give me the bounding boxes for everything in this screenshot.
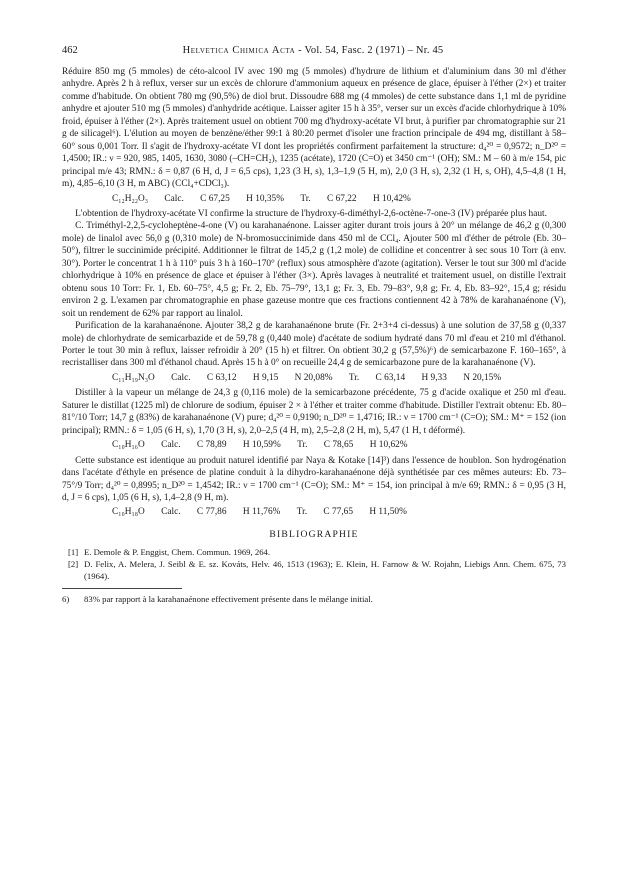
elemental-analysis-1 [62,193,566,205]
analysis-found-value: C 77,65 [323,507,353,518]
analysis-calc-label: Calc. [164,193,184,204]
reference-number: [2] [68,558,79,569]
reference-text: E. Demole & P. Enggist, Chem. Commun. 1969, 264. [84,547,271,558]
analysis-calc-label: Calc. [161,440,181,451]
analysis-calc-value: N 20,08% [294,372,333,383]
elemental-analysis-4 [62,506,566,518]
reference-list [62,547,566,582]
analysis-found-value: C 78,65 [323,440,354,451]
analysis-calc-value: H 10,35% [246,193,284,204]
analysis-found-label: Tr. [348,372,360,383]
footnote [62,594,566,606]
journal-name: Helvetica Chimica Acta [182,45,296,56]
article-body [62,66,566,606]
analysis-found-value: C 63,14 [375,372,406,383]
page-number: 462 [62,45,78,56]
reference-text: D. Felix, A. Melera, J. Seibl & E. sz. Kováts, Helv. 46, 1513 (1963); E. Klein, H. Farnow & W. Rojahn, Liebigs Ann. Chem. 675, 73 (1964). [84,558,566,581]
paragraph-purification: Purification de la karahanaénone. Ajouter 38,2 g de karahanaénone brute (Fr. 2+3+4 ci-dessus) à une solution de 37,58 g (0,337 mole) de chlorhydrate de semicarbazide et de 59,78 g (0,440 mole) d'acétate de sodium hydraté dans 70 ml d'eau et 210 ml d'éthanol. Porter le tout 30 min à reflux, laisser refroidir à 20° (15 h) et filtrer. On obtient 30,2 g (57,5%)⁶) de semicarbazone F. 160–165°, à recristalliser dans 300 ml d'éthanol chaud. Après 15 h à 0° on recueille 24,4 g de semicarbazone pure de la karahanaénone (V). [62,321,566,369]
elemental-analysis-2 [62,372,566,384]
reference-item [62,559,566,582]
analysis-found-label: Tr. [296,507,308,518]
analysis-calc-value: H 11,76% [242,507,281,518]
bibliography-title: BIBLIOGRAPHIE [269,528,359,540]
running-header [62,44,564,58]
volume-info: - Vol. 54, Fasc. 2 (1971) – Nr. 45 [298,45,444,56]
paragraph-structure-confirmation: L'obtention de l'hydroxy-acétate VI confirme la structure de l'hydroxy-6-diméthyl-2,6-octène-7-one-3 (IV) préparée plus haut. [75,208,547,219]
analysis-found-value: H 9,33 [421,372,447,383]
analysis-formula: C₁₂H₂₂O₃ [112,193,149,204]
analysis-found-value: H 10,42% [372,193,411,204]
footnote-marker: 6) [62,594,70,605]
analysis-calc-value: C 77,86 [196,507,227,518]
analysis-found-value: C 67,22 [327,193,357,204]
analysis-formula: C₁₀H₁₈O [112,507,145,518]
journal-line [62,44,564,58]
reference-item [62,547,566,559]
analysis-found-value: H 11,50% [369,507,407,518]
analysis-calc-value: C 63,12 [206,372,237,383]
analysis-formula: C₁₁H₁₉N₃O [112,372,155,383]
analysis-calc-value: C 67,25 [200,193,230,204]
footnote-divider [62,588,182,589]
paragraph-diol-reduction: Réduire 850 mg (5 mmoles) de céto-alcool IV avec 190 mg (5 mmoles) d'hydrure de lithium et d'aluminium dans 30 ml d'éther anhydre. Après 2 h à reflux, verser sur un excès de chlorure d'ammonium aqueux en présence de glace, épuiser à l'éther (2×) et traiter comme d'habitude. On obtient 780 mg (90,5%) de diol brut. Dissoudre 688 mg (4 mmoles) de cette substance dans 1,1 ml de pyridine anhydre et ajouter 510 mg (5 mmoles) d'anhydride acétique. Laisser agiter 15 h à 35°, verser sur un excès d'acide chlorhydrique à 10% froid, épuiser à l'éther (2×). Après traitement usuel on obtient 700 mg d'hydroxy-acétate VI brut, à purifier par chromatographie sur 21 g de silicagel⁶). L'élution au moyen de benzène/éther 99:1 à 80:20 permet d'isoler une fraction principale de 494 mg, distillant à 58–60° sous 0,001 Torr. Il s'agit de l'hydroxy-acétate VI dont les propriétés confirment parfaitement la structure: d₄²⁰ = 0,9572; n_D²⁰ = 1,4500; IR.: ν = 920, 985, 1405, 1630, 3080 (–CH=CH₂), 1235 (acétate), 1720 (C=O) et 3450 cm⁻¹ (OH); SM.: M – 60 à m/e 154, pic principal m/e 43; RMN.: δ = 0,87 (6 H, d, J = 6,5 cps), 1,23 (3 H, s), 1,3–1,9 (5 H, m), 2,0 (3 H, s), 2,32 (1 H, s, OH), 4,5–4,8 (1 H, m), 4,85–6,10 (3 H, m ABC) (CCl₄+CDCl₃). [62,67,566,190]
analysis-found-label: Tr. [297,440,308,451]
analysis-found-value: N 20,15% [463,372,502,383]
reference-number: [1] [68,547,79,558]
analysis-found-label: Tr. [300,193,311,204]
analysis-calc-value: H 10,59% [242,440,281,451]
elemental-analysis-3 [62,439,566,451]
paragraph-steam-distillation: Distiller à la vapeur un mélange de 24,3 g (0,116 mole) de la semicarbazone précédente, 75 g d'acide oxalique et 250 ml d'eau. Saturer le distillat (1225 ml) de chlorure de sodium, épuiser 2 × à l'éther et traiter comme d'habitude. Distiller l'extrait obtenu: Eb. 80–81°/10 Torr; 14,7 g (83%) de karahanaénone (V) pure; d₄²⁰ = 0,9190; n_D²⁰ = 1,4716; IR.: ν = 1700 cm⁻¹ (C=O); SM.: M⁺ = 152 (ion principal); RMN.: δ = 1,05 (6 H, s), 1,70 (3 H, s), 2,0–2,5 (4 H, m), 2,5–2,8 (2 H, m), 5,47 (1 H, t déformé). [62,388,566,436]
paragraph-section-c: C. Triméthyl-2,2,5-cycloheptène-4-one (V) ou karahanaénone. Laisser agiter durant trois jours à 20° un mélange de 46,2 g (0,300 mole) de linalol avec 56,0 g (0,310 mole) de N-bromosuccinimide dans 450 ml de CCl₄. Ajouter 500 ml d'éther de pétrole (Eb. 30–50°), filtrer le succinimide précipité. Additionner le filtrat de 145,2 g (1,2 mole) de collidine et concentrer à sec sous 10 Torr (à env. 30°). Porter le concentrat 1 h à 110° puis 3 h à 160–170° (reflux) sous atmosphère d'azote (agitation). Verser le tout sur 300 ml d'acide chlorhydrique à 10% en présence de glace et épuiser à l'éther (3×). Après lavages à neutralité et traitement usuel, on distille l'extrait obtenu sous 10 Torr: Fr. 1, Eb. 60–75°, 4,5 g; Fr. 2, Eb. 75–79°, 13,1 g; Fr. 3, Eb. 79–83°, 9,8 g; Fr. 4, Eb. 83–92°, 15,4 g; résidu environ 2 g. L'examen par chromatographie en phase gazeuse montre que ces fractions contiennent 42 à 78% de karahanaénone (V), soit un rendement de 62% par rapport au linalol. [62,221,566,319]
analysis-calc-label: Calc. [171,372,191,383]
footnote-text: 83% par rapport à la karahanaénone effectivement présente dans le mélange initial. [84,594,373,605]
paragraph-natural-product: Cette substance est identique au produit naturel identifié par Naya & Kotake [14]³) dans l'essence de houblon. Son hydrogénation dans l'acétate d'éthyle en présence de platine conduit à la dihydro-karahanaénone déjà synthétisée par ces mêmes auteurs: Eb. 73–75°/9 Torr; d₄²⁰ = 0,8995; n_D²⁰ = 1,4542; IR.: ν = 1700 cm⁻¹ (C=O); SM.: M⁺ = 154, ion principal à m/e 69; RMN.: δ = 0,95 (3 H, d, J = 6 cps), 1,05 (6 H, s), 1,4–2,8 (9 H, m). [62,455,566,503]
analysis-calc-value: C 78,89 [196,440,227,451]
analysis-calc-value: H 9,15 [252,372,279,383]
analysis-calc-label: Calc. [161,507,181,518]
analysis-found-value: H 10,62% [369,440,408,451]
analysis-formula: C₁₀H₁₆O [112,440,145,451]
